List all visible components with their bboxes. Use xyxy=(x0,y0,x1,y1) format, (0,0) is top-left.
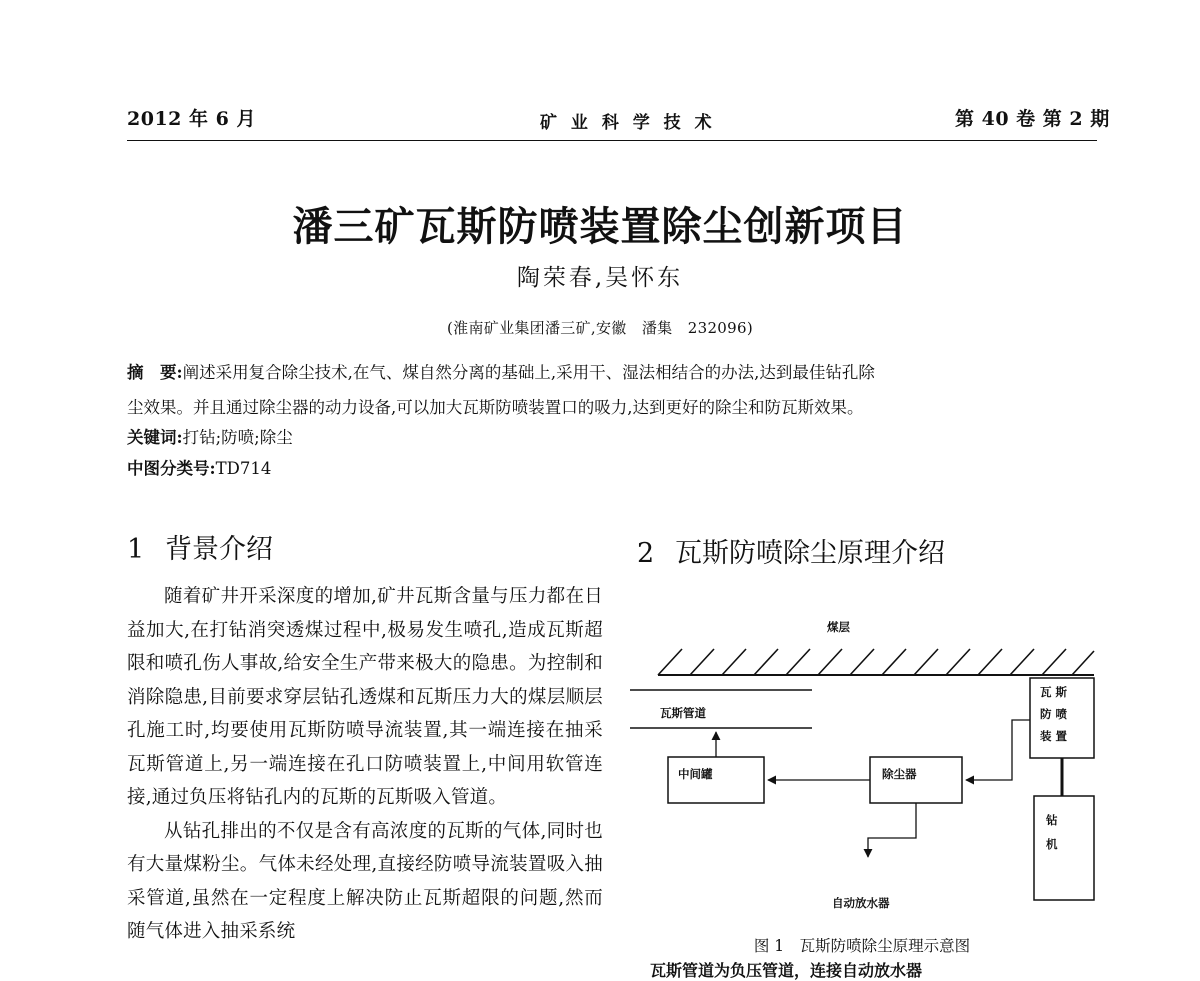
keywords xyxy=(127,427,293,449)
section-1-title: 背景介绍 xyxy=(165,534,273,565)
anti-spray-device-label-line3: 装 置 xyxy=(1040,729,1068,743)
gas-pipe-label: 瓦斯管道 xyxy=(660,706,706,720)
anti-spray-device-label-line1: 瓦 斯 xyxy=(1040,685,1068,699)
drilling-rig-label-line1: 钻 xyxy=(1046,813,1058,827)
header-issue: 第 40 卷 第 2 期 xyxy=(955,108,1110,130)
arrow-to-auto-drain xyxy=(868,803,916,857)
section-1-body xyxy=(127,580,603,949)
coal-seam-label: 煤层 xyxy=(827,620,850,634)
abstract-continued xyxy=(127,397,864,419)
section-1-number: 1 xyxy=(127,534,145,565)
keywords-value: 打钻;防喷;除尘 xyxy=(182,428,293,447)
figure-following-text: 瓦斯管道为负压管道，连接自动放水器 xyxy=(650,961,923,980)
section-2-number: 2 xyxy=(637,538,655,569)
figure-1-diagram xyxy=(622,600,1102,930)
header-rule xyxy=(127,140,1097,141)
drilling-rig-box xyxy=(1034,796,1094,900)
dust-collector-label: 除尘器 xyxy=(882,767,917,781)
classification-value: TD714 xyxy=(215,459,272,478)
abstract-text-line1: 阐述采用复合除尘技术,在气、煤自然分离的基础上,采用干、湿法相结合的办法,达到最佳钻孔除 xyxy=(182,363,875,382)
section-2-heading xyxy=(637,531,945,570)
header-journal-name: 矿 业 科 学 技 术 xyxy=(540,113,716,133)
drilling-rig-label-line2: 机 xyxy=(1046,837,1058,851)
section-2-title: 瓦斯防喷除尘原理介绍 xyxy=(675,538,945,569)
paper-title: 潘三矿瓦斯防喷装置除尘创新项目 xyxy=(292,203,908,250)
classification-label: 中图分类号: xyxy=(127,459,216,478)
paper-affiliation: (淮南矿业集团潘三矿,安徽 潘集 232096) xyxy=(447,319,753,337)
section-1-heading xyxy=(127,527,273,566)
auto-drain-label: 自动放水器 xyxy=(832,896,890,910)
header-date: 2012 年 6 月 xyxy=(127,108,256,130)
paragraph: 随着矿井开采深度的增加,矿井瓦斯含量与压力都在日益加大,在打钻消突透煤过程中,极易发生喷孔,造成瓦斯超限和喷孔伤人事故,给安全生产带来极大的隐患。为控制和消除隐患,目前要求穿层钻孔透煤和瓦斯压力大的煤层顺层孔施工时,均要使用瓦斯防喷导流装置,其一端连接在抽采瓦斯管道上,另一端连接在孔口防喷装置上,中间用软管连接,通过负压将钻孔内的瓦斯的瓦斯吸入管道。 xyxy=(127,586,603,808)
arrow-to-dust-collector xyxy=(966,720,1030,780)
paragraph: 从钻孔排出的不仅是含有高浓度的瓦斯的气体,同时也有大量煤粉尘。气体未经处理,直接经防喷导流装置吸入抽采管道,虽然在一定程度上解决防止瓦斯超限的问题,然而随气体进入抽采系统 xyxy=(127,820,603,942)
keywords-label: 关键词: xyxy=(127,428,183,447)
abstract xyxy=(127,362,875,384)
abstract-label: 摘 要: xyxy=(127,363,183,382)
abstract-text-line2: 尘效果。并且通过除尘器的动力设备,可以加大瓦斯防喷装置口的吸力,达到更好的除尘和防瓦斯效果。 xyxy=(127,398,864,417)
anti-spray-device-label-line2: 防 喷 xyxy=(1040,707,1068,721)
intermediate-tank-label: 中间罐 xyxy=(678,767,713,781)
classification-number xyxy=(127,458,271,480)
paper-authors: 陶荣春,吴怀东 xyxy=(516,265,684,291)
figure-1-caption: 图 1 瓦斯防喷除尘原理示意图 xyxy=(753,937,971,955)
coal-seam-hatch xyxy=(658,649,1094,675)
